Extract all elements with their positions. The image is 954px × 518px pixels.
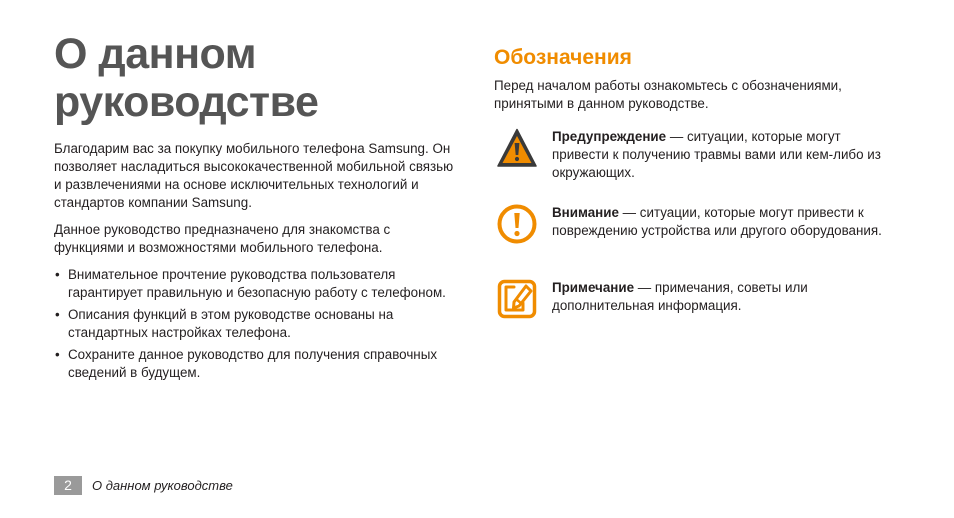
bullet-mark: • — [55, 307, 60, 322]
page-footer — [54, 476, 233, 495]
caution-text — [552, 204, 897, 240]
page-title — [54, 30, 454, 126]
note-pen-icon — [497, 279, 537, 319]
list-item-text: Внимательное прочтение руководства пользователя гарантирует правильную и безопасную работу с телефоном. — [68, 267, 446, 300]
bullet-mark: • — [55, 347, 60, 362]
thanks-paragraph: Благодарим вас за покупку мобильного телефона Samsung. Он позволяет насладиться высококачественной мобильной связью и развлечениями на основе исключительных технологий и стандартов компании Samsung. — [54, 141, 454, 210]
page-number-badge: 2 — [54, 476, 82, 495]
symbols-intro: Перед началом работы ознакомьтесь с обозначениями, принятыми в данном руководстве. — [494, 78, 842, 111]
note-text — [552, 279, 897, 315]
list-item — [54, 306, 459, 342]
caution-circle-icon — [497, 204, 537, 244]
list-item — [54, 346, 459, 382]
warning-term: Предупреждение — [552, 129, 667, 144]
list-item — [54, 266, 459, 302]
purpose-paragraph: Данное руководство предназначено для знакомства с функциями и возможностями мобильного телефона. — [54, 222, 391, 255]
page-title-line-2: руководстве — [54, 78, 319, 126]
caution-desc: — ситуации, которые могут привести к повреждению устройства или другого оборудования. — [552, 205, 882, 238]
list-item-text: Описания функций в этом руководстве основаны на стандартных настройках телефона. — [68, 307, 394, 340]
warning-desc: — ситуации, которые могут привести к получению травмы вами или кем-либо из окружающих. — [552, 129, 881, 180]
section-title: Обозначения — [494, 46, 632, 69]
bullet-mark: • — [55, 267, 60, 282]
caution-term: Внимание — [552, 205, 619, 220]
note-desc: — примечания, советы или дополнительная информация. — [552, 280, 808, 313]
running-footer-title: О данном руководстве — [92, 478, 233, 493]
warning-triangle-icon — [497, 128, 537, 168]
intro-column — [54, 140, 459, 386]
symbols-column — [494, 44, 904, 313]
list-item-text: Сохраните данное руководство для получения справочных сведений в будущем. — [68, 347, 438, 380]
note-term: Примечание — [552, 280, 635, 295]
warning-text — [552, 128, 897, 182]
page-title-line-1: О данном — [54, 30, 257, 78]
tips-list — [54, 266, 459, 382]
